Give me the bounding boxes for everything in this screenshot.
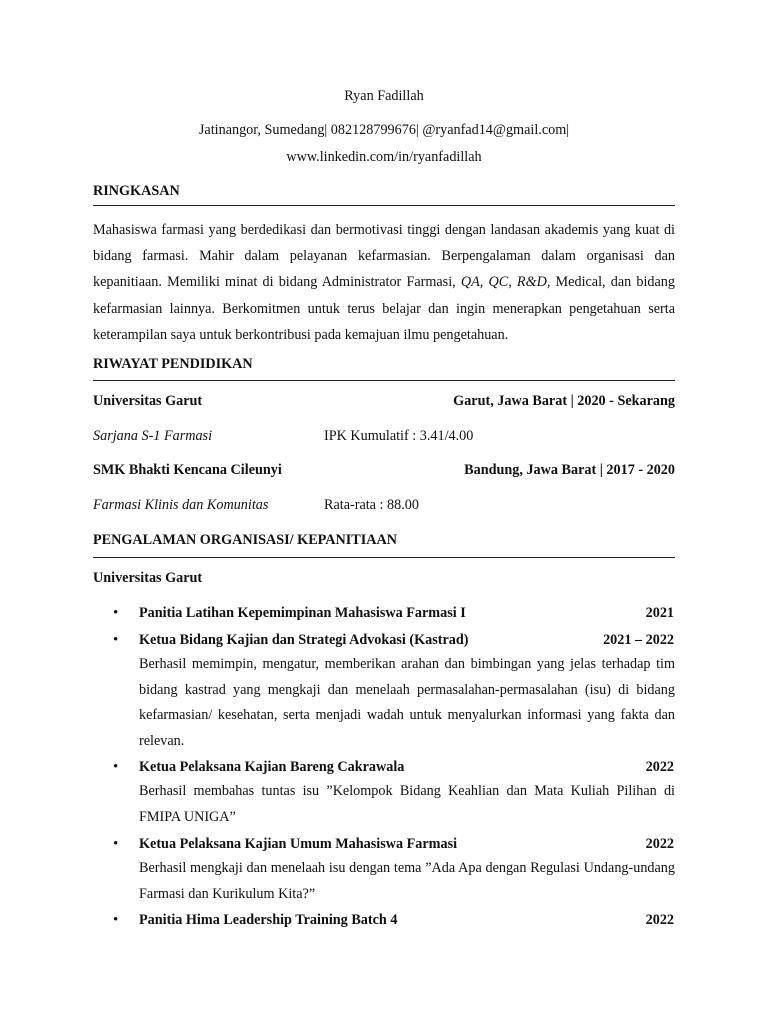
summary-text-1: Mahasiswa farmasi yang berdedikasi dan bermotivasi tinggi dengan landasan akademis yang kuat di bidang farmasi. Mahir dalam pelayanan kefarmasian. Berpengalaman dalam organisasi dan kepanitiaan. Memiliki minat di bidang Administrator Farmasi,: [93, 222, 675, 291]
contact-line: Jatinangor, Sumedang| 082128799676| @ryanfad14@gmail.com|: [198, 122, 570, 138]
bullet-icon: •: [113, 605, 119, 621]
bullet-icon: •: [113, 632, 119, 648]
experience-title: Panitia Hima Leadership Training Batch 4: [139, 912, 398, 928]
education-program: Sarjana S-1 Farmasi: [93, 428, 213, 444]
candidate-name: Ryan Fadillah: [344, 88, 424, 104]
education-divider: [93, 380, 675, 381]
experience-title: Ketua Pelaksana Kajian Umum Mahasiswa Farmasi: [139, 836, 458, 852]
bullet-icon: •: [113, 759, 119, 775]
summary-sep-2: ,: [508, 274, 517, 291]
experience-divider: [93, 557, 675, 558]
bullet-icon: •: [113, 836, 119, 852]
experience-year: 2021: [645, 605, 674, 621]
experience-year: 2022: [645, 912, 674, 928]
bullet-icon: •: [113, 912, 119, 928]
experience-year: 2022: [645, 836, 674, 852]
experience-year: 2021 – 2022: [603, 632, 674, 648]
education-heading: RIWAYAT PENDIDIKAN: [93, 356, 253, 372]
experience-description: Berhasil mengkaji dan menelaah isu dengan tema ”Ada Apa dengan Regulasi Undang-undang Farmasi dan Kurikulum Kita?”: [139, 860, 675, 902]
summary-qc: QC: [488, 274, 509, 291]
education-location: Bandung, Jawa Barat | 2017 - 2020: [464, 462, 675, 478]
summary-divider: [93, 205, 675, 206]
experience-description: Berhasil memimpin, mengatur, memberikan arahan dan bimbingan yang jelas terhadap tim bidang kastrad yang mengkaji dan menelaah permasalahan-permasalahan (isu) di bidang kefarmasian/ kesehatan, serta menjadi wadah untuk menyalurkan informasi yang fakta dan relevan.: [139, 656, 675, 749]
experience-heading: PENGALAMAN ORGANISASI/ KEPANITIAAN: [93, 532, 398, 548]
education-program: Farmasi Klinis dan Komunitas: [93, 497, 269, 513]
experience-title: Ketua Bidang Kajian dan Strategi Advokasi (Kastrad): [139, 632, 469, 648]
summary-heading: RINGKASAN: [93, 183, 180, 199]
education-location: Garut, Jawa Barat | 2020 - Sekarang: [453, 393, 675, 409]
summary-rnd: R&D,: [516, 274, 551, 291]
experience-description: Berhasil membahas tuntas isu ”Kelompok Bidang Keahlian dan Mata Kuliah Pilihan di FMIPA UNIGA”: [139, 783, 675, 825]
experience-title: Ketua Pelaksana Kajian Bareng Cakrawala: [139, 759, 405, 775]
experience-title: Panitia Latihan Kepemimpinan Mahasiswa Farmasi I: [139, 605, 466, 621]
education-score: Rata-rata : 88.00: [324, 497, 419, 513]
education-school: SMK Bhakti Kencana Cileunyi: [93, 462, 282, 478]
summary-text-2: Medical, dan bidang kefarmasian lainnya. Berkomitmen untuk terus belajar dan ingin menerapkan pengetahuan serta keterampilan saya untuk berkontribusi pada kemajuan ilmu pengetahuan.: [93, 274, 675, 343]
education-school: Universitas Garut: [93, 393, 203, 409]
summary-qa: QA: [460, 274, 480, 291]
experience-organization: Universitas Garut: [93, 570, 203, 586]
summary-sep-1: ,: [479, 274, 489, 291]
linkedin-url: www.linkedin.com/in/ryanfadillah: [286, 149, 482, 165]
experience-year: 2022: [645, 759, 674, 775]
education-score: IPK Kumulatif : 3.41/4.00: [324, 428, 474, 444]
summary-paragraph: [93, 217, 675, 348]
